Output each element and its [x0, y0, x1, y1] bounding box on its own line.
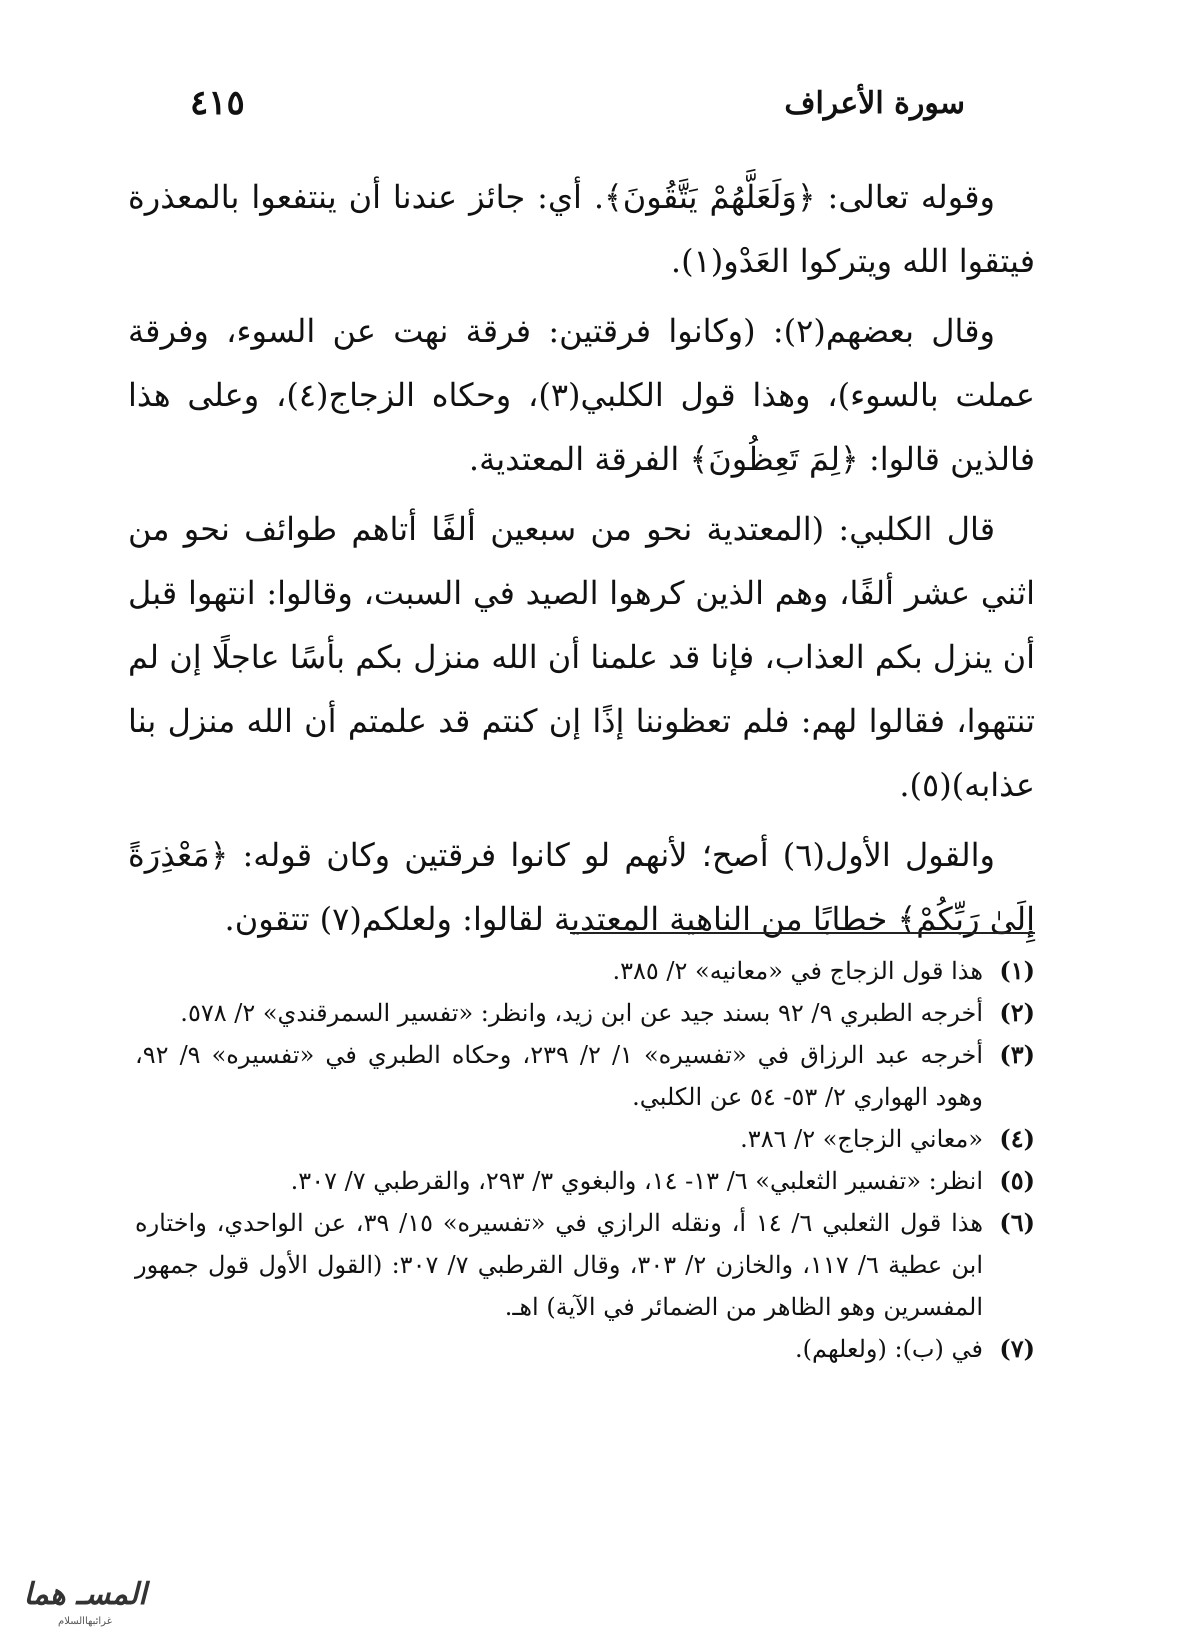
footnotes	[135, 950, 1035, 1370]
footnote-number: (٥)	[999, 1166, 1035, 1195]
footnote	[135, 950, 1035, 992]
footnote	[135, 1034, 1035, 1118]
paragraph: وقوله تعالى: ﴿وَلَعَلَّهُمْ يَتَّقُونَ﴾. أي: جائز عندنا أن ينتفعوا بالمعذرة فيتقوا الله ويتركوا العَدْو(١).	[128, 178, 1035, 280]
footnote-text: أخرجه عبد الرزاق في «تفسيره» ١/ ٢/ ٢٣٩، وحكاه الطبري في «تفسيره» ٩/ ٩٢، وهود الهواري ٢/ ٥٣- ٥٤ عن الكلبي.	[135, 1041, 984, 1111]
footnote-text: «معاني الزجاج» ٢/ ٣٨٦.	[740, 1125, 983, 1153]
footnote-number: (٢)	[999, 998, 1035, 1027]
footnote-text: في (ب): (ولعلهم).	[795, 1335, 983, 1363]
footnote-number: (١)	[999, 956, 1035, 985]
footnote-number: (٤)	[999, 1124, 1035, 1153]
footnote-text: أخرجه الطبري ٩/ ٩٢ بسند جيد عن ابن زيد، وانظر: «تفسير السمرقندي» ٢/ ٥٧٨.	[180, 999, 983, 1027]
page-header	[190, 78, 965, 128]
paragraph: وقال بعضهم(٢): (وكانوا فرقتين: فرقة نهت عن السوء، وفرقة عملت بالسوء)، وهذا قول الكلبي(٣)، وحكاه الزجاج(٤)، وعلى هذا فالذين قالوا: ﴿لِمَ تَعِظُونَ﴾ الفرقة المعتدية.	[128, 312, 1036, 478]
surah-title: سورة الأعراف	[784, 85, 965, 121]
footnote	[135, 1118, 1035, 1160]
paragraph: والقول الأول(٦) أصح؛ لأنهم لو كانوا فرقتين وكان قوله: ﴿مَعْذِرَةً إِلَىٰ رَبِّكُمْ﴾ خطابًا من الناهية المعتدية لقالوا: ولعلكم(٧) تتقون.	[128, 836, 1035, 938]
footnote	[135, 992, 1035, 1034]
footnote-divider	[570, 932, 1035, 934]
footnote-text: هذا قول الثعلبي ٦/ ١٤ أ، ونقله الرازي في «تفسيره» ١٥/ ٣٩، عن الواحدي، واختاره ابن عطية ٦/ ١١٧، والخازن ٢/ ٣٠٣، وقال القرطبي ٧/ ٣٠٧: (القول الأول قول جمهور المفسرين وهو الظاهر من الضمائر في الآية) اهـ.	[135, 1209, 984, 1321]
logo-caption: غرائبهاالسلام	[58, 1616, 112, 1627]
publisher-logo	[20, 1575, 150, 1640]
footnote	[135, 1328, 1035, 1370]
footnote-number: (٦)	[999, 1208, 1035, 1237]
footnote	[135, 1202, 1035, 1328]
footnote-text: انظر: «تفسير الثعلبي» ٦/ ١٣- ١٤، والبغوي ٣/ ٢٩٣، والقرطبي ٧/ ٣٠٧.	[290, 1167, 983, 1195]
main-text	[128, 165, 1035, 957]
paragraph: قال الكلبي: (المعتدية نحو من سبعين ألفًا أتاهم طوائف نحو من اثني عشر ألفًا، وهم الذين كرهوا الصيد في السبت، وقالوا: انتهوا قبل أن ينزل بكم العذاب، فإنا قد علمنا أن الله منزل بكم بأسًا عاجلًا إن لم تنتهوا، فقالوا لهم: فلم تعظوننا إذًا إن كنتم قد علمتم أن الله منزل بنا عذابه)(٥).	[128, 510, 1036, 804]
logo-mark: المسـ هما	[23, 1577, 147, 1612]
footnote-number: (٧)	[999, 1334, 1035, 1363]
footnote-number: (٣)	[999, 1040, 1035, 1069]
footnote	[135, 1160, 1035, 1202]
page-number: ٤١٥	[190, 83, 245, 123]
footnote-text: هذا قول الزجاج في «معانيه» ٢/ ٣٨٥.	[612, 957, 983, 985]
